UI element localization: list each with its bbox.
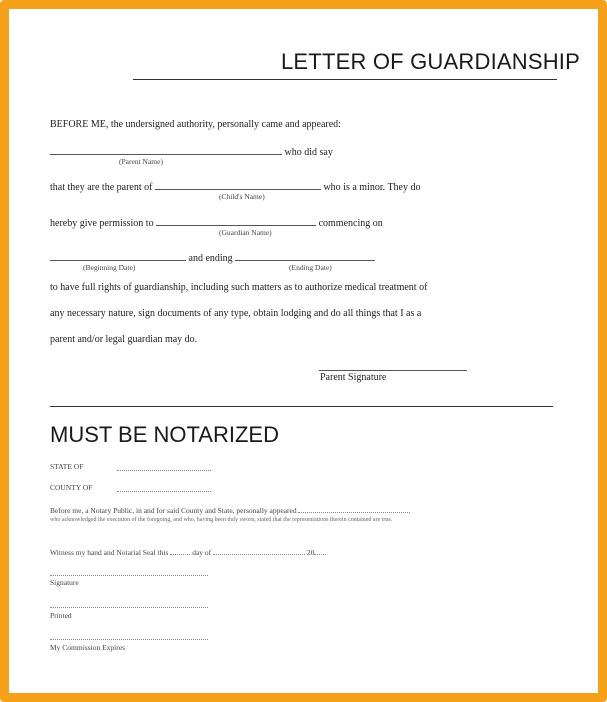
dates-row (50, 250, 375, 264)
who-did-say-text: who did say (284, 147, 333, 158)
county-field[interactable] (117, 491, 211, 492)
section-divider (50, 406, 553, 407)
and-ending-text: and ending (188, 253, 233, 264)
child-name-field[interactable] (155, 179, 321, 190)
witness-day-field[interactable] (170, 546, 190, 555)
commission-line[interactable] (50, 639, 208, 640)
beginning-date-caption: (Beginning Date) (83, 263, 136, 272)
ending-date-field[interactable] (235, 250, 375, 261)
notary-printed-label: Printed (50, 611, 72, 620)
document-title: LETTER OF GUARDIANSHIP (281, 49, 580, 74)
is-minor-text: who is a minor. They do (323, 182, 421, 193)
state-field[interactable] (117, 470, 211, 471)
guardian-name-field[interactable] (156, 215, 316, 226)
commission-label: My Commission Expires (50, 643, 126, 652)
parent-name-row (50, 144, 333, 158)
witness-month-field[interactable] (213, 546, 305, 555)
rights-line-1: to have full rights of guardianship, including such matters as to authorize medical treatment of (50, 282, 428, 293)
childs-name-caption: (Child's Name) (219, 192, 265, 201)
appeared-name-field[interactable] (298, 504, 410, 513)
parent-name-field[interactable] (50, 144, 282, 155)
parent-signature-label: Parent Signature (320, 372, 387, 383)
rights-line-3: parent and/or legal guardian may do. (50, 334, 198, 345)
county-label: COUNTY OF (50, 483, 93, 492)
before-me-row (50, 504, 410, 515)
notary-heading: MUST BE NOTARIZED (50, 422, 279, 447)
intro-text: BEFORE ME, the undersigned authority, personally came and appeared: (50, 119, 341, 130)
day-of-text: day of (192, 548, 212, 557)
guardian-row (50, 215, 383, 229)
state-label: STATE OF (50, 462, 84, 471)
witness-row (50, 546, 326, 557)
rights-line-2: any necessary nature, sign documents of any type, obtain lodging and do all things that I as a (50, 308, 422, 319)
notary-printed-line[interactable] (50, 607, 208, 608)
commencing-text: commencing on (318, 218, 383, 229)
witness-year-field[interactable] (314, 546, 326, 555)
witness-text: Witness my hand and Notarial Seal this (50, 548, 169, 557)
parent-name-caption: (Parent Name) (119, 157, 163, 166)
child-name-row (50, 179, 420, 193)
guardian-name-caption: (Guardian Name) (219, 228, 272, 237)
ending-date-caption: (Ending Date) (289, 263, 332, 272)
permission-text: hereby give permission to (50, 218, 154, 229)
parent-signature-line[interactable] (319, 370, 467, 371)
title-underline (133, 79, 557, 80)
parent-of-text: that they are the parent of (50, 182, 153, 193)
notary-signature-line[interactable] (50, 575, 208, 576)
before-me-text: Before me, a Notary Public, in and for said County and State, personally appeared (50, 506, 297, 515)
acknowledged-text: who acknowledged the execution of the foregoing, and who, having been duly sworn, stated that the representations therein contained are true. (50, 517, 393, 523)
beginning-date-field[interactable] (50, 250, 186, 261)
year-prefix-text: 20 (306, 548, 315, 557)
notary-signature-label: Signature (50, 578, 79, 587)
